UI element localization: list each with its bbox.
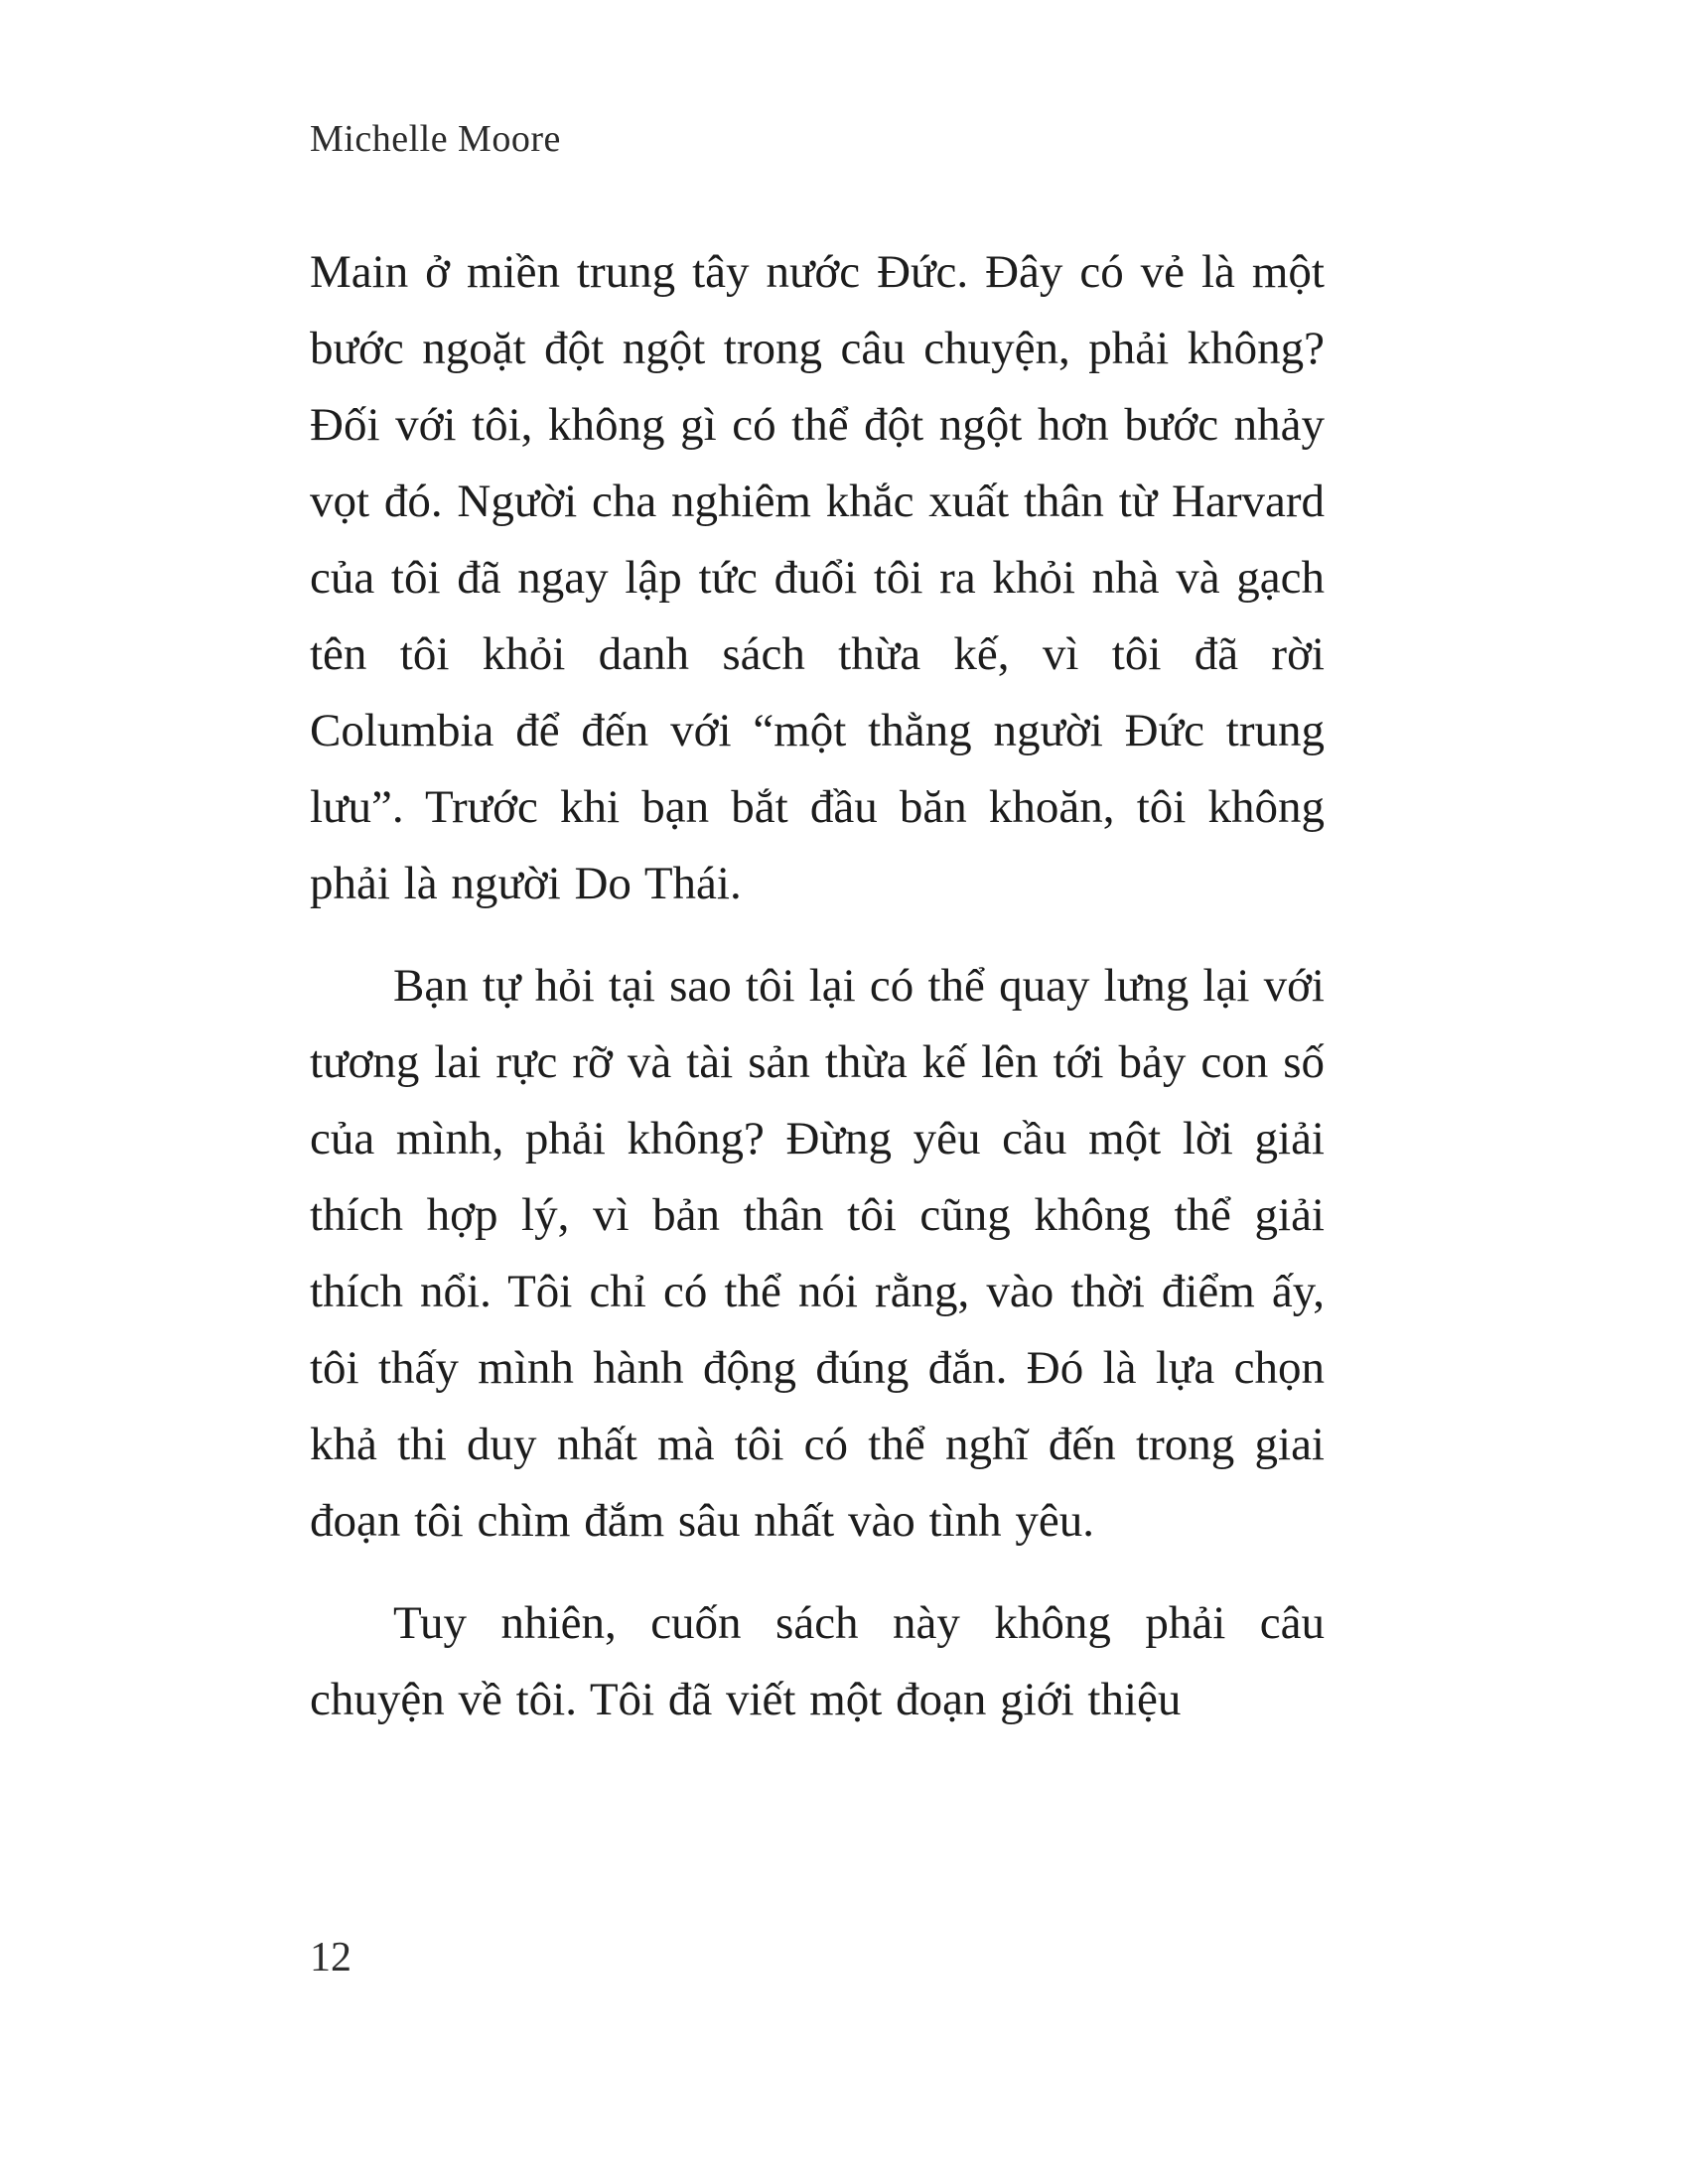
paragraph-3: Tuy nhiên, cuốn sách này không phải câu chuyện về tôi. Tôi đã viết một đoạn giới thiệu	[310, 1597, 1325, 1725]
running-header: Michelle Moore	[310, 118, 561, 160]
paragraph-2: Bạn tự hỏi tại sao tôi lại có thể quay lưng lại với tương lai rực rỡ và tài sản thừa kế lên tới bảy con số của mình, phải không? Đừng yêu cầu một lời giải thích hợp lý, vì bản thân tôi cũng không thể giải thích nổi. Tôi chỉ có thể nói rằng, vào thời điểm ấy, tôi thấy mình hành động đúng đắn. Đó là lựa chọn khả thi duy nhất mà tôi có thể nghĩ đến trong giai đoạn tôi chìm đắm sâu nhất vào tình yêu.	[310, 960, 1325, 1547]
body-text	[310, 234, 1325, 1764]
paragraph-1: Main ở miền trung tây nước Đức. Đây có vẻ là một bước ngoặt đột ngột trong câu chuyện, phải không? Đối với tôi, không gì có thể đột ngột hơn bước nhảy vọt đó. Người cha nghiêm khắc xuất thân từ Harvard của tôi đã ngay lập tức đuổi tôi ra khỏi nhà và gạch tên tôi khỏi danh sách thừa kế, vì tôi đã rời Columbia để đến với “một thằng người Đức trung lưu”. Trước khi bạn bắt đầu băn khoăn, tôi không phải là người Do Thái.	[310, 246, 1325, 909]
page-number: 12	[310, 1935, 352, 1980]
